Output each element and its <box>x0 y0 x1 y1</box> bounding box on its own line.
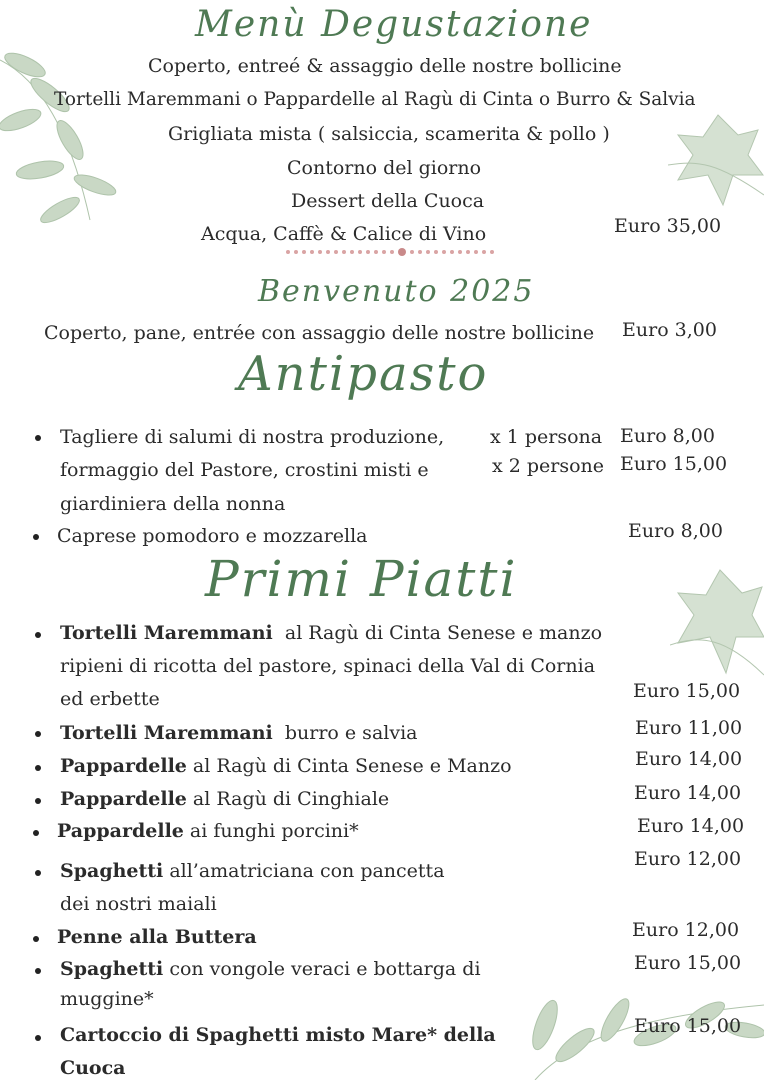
antipasto-title: Antipasto <box>238 346 489 402</box>
degustazione-line-6: Acqua, Caffè & Calice di Vino <box>201 223 487 245</box>
degustazione-title: Menù Degustazione <box>195 4 593 45</box>
primi-item-1-extra-2: ed erbette <box>60 688 160 710</box>
primi-item-4-name: Pappardelle <box>60 788 187 810</box>
primi-item-7 <box>57 926 257 948</box>
degustazione-price: Euro 35,00 <box>614 215 722 237</box>
antipasto-tagliere-price-1: Euro 8,00 <box>620 425 715 447</box>
bullet-icon <box>35 798 41 804</box>
antipasto-tagliere-portion-1: x 1 persona <box>490 426 603 448</box>
benvenuto-price: Euro 3,00 <box>622 319 717 341</box>
antipasto-tagliere-line-3: giardiniera della nonna <box>60 493 286 515</box>
primi-item-5-desc: ai funghi porcini* <box>183 820 359 842</box>
primi-item-9 <box>60 1024 496 1046</box>
dotted-divider <box>286 248 494 256</box>
degustazione-line-1: Coperto, entreé & assaggio delle nostre bollicine <box>148 55 622 77</box>
primi-item-8-desc: con vongole veraci e bottarga di <box>163 958 481 980</box>
primi-item-6-name: Spaghetti <box>60 860 164 882</box>
antipasto-caprese: Caprese pomodoro e mozzarella <box>57 525 368 547</box>
primi-item-7-price: Euro 12,00 <box>632 919 740 941</box>
primi-item-3-desc: al Ragù di Cinta Senese e Manzo <box>186 755 512 777</box>
primi-item-6-desc: all’amatriciana con pancetta <box>163 860 445 882</box>
primi-item-3-price: Euro 14,00 <box>635 748 743 770</box>
primi-item-1-desc: al Ragù di Cinta Senese e manzo <box>272 622 603 644</box>
bullet-icon <box>35 968 41 974</box>
primi-item-1 <box>60 622 602 644</box>
bullet-icon <box>33 534 39 540</box>
bullet-icon <box>35 870 41 876</box>
bullet-icon <box>35 731 41 737</box>
primi-item-8 <box>60 958 481 980</box>
primi-item-8-name: Spaghetti <box>60 958 164 980</box>
olive-branch-top-left-icon <box>0 20 130 230</box>
bullet-icon <box>35 435 41 441</box>
primi-item-4-price: Euro 14,00 <box>634 782 742 804</box>
antipasto-caprese-price: Euro 8,00 <box>628 520 723 542</box>
bullet-icon <box>33 936 39 942</box>
primi-item-6-price: Euro 12,00 <box>634 848 742 870</box>
primi-item-3 <box>60 755 512 777</box>
antipasto-tagliere-line-2: formaggio del Pastore, crostini misti e <box>60 459 429 481</box>
primi-item-6-extra-1: dei nostri maiali <box>60 893 217 915</box>
fig-leaves-top-right-icon <box>668 105 764 215</box>
primi-item-4-desc: al Ragù di Cinghiale <box>186 788 390 810</box>
degustazione-line-2: Tortelli Maremmani o Pappardelle al Ragù di Cinta o Burro & Salvia <box>54 89 696 110</box>
bullet-icon <box>35 765 41 771</box>
primi-item-9-name-cont: Cuoca <box>60 1057 126 1079</box>
primi-item-5 <box>57 820 359 842</box>
primi-item-1-name: Tortelli Maremmani <box>60 622 273 644</box>
benvenuto-title: Benvenuto 2025 <box>258 274 535 309</box>
primi-item-2-desc: burro e salvia <box>272 722 418 744</box>
primi-item-5-name: Pappardelle <box>57 820 184 842</box>
fig-leaves-mid-right-icon <box>670 565 764 685</box>
primi-item-9-name: Cartoccio di Spaghetti misto Mare* della <box>60 1024 496 1046</box>
primi-item-2-name: Tortelli Maremmani <box>60 722 273 744</box>
antipasto-tagliere-line-1: Tagliere di salumi di nostra produzione, <box>60 426 445 448</box>
degustazione-line-4: Contorno del giorno <box>287 157 482 179</box>
primi-item-9-price: Euro 15,00 <box>634 1015 742 1037</box>
bullet-icon <box>35 1035 41 1041</box>
bullet-icon <box>33 830 39 836</box>
primi-item-2 <box>60 722 417 744</box>
primi-item-6 <box>60 860 445 882</box>
primi-item-8-extra-1: muggine* <box>60 988 154 1010</box>
primi-item-4 <box>60 788 389 810</box>
primi-title: Primi Piatti <box>205 550 518 608</box>
antipasto-tagliere-price-2: Euro 15,00 <box>620 453 728 475</box>
primi-item-3-name: Pappardelle <box>60 755 187 777</box>
bullet-icon <box>35 632 41 638</box>
degustazione-line-3: Grigliata mista ( salsiccia, scamerita & pollo ) <box>168 123 610 145</box>
primi-item-9-extra-1 <box>60 1057 126 1079</box>
primi-item-7-name: Penne alla Buttera <box>57 926 257 948</box>
primi-item-5-price: Euro 14,00 <box>637 815 745 837</box>
primi-item-1-extra-1: ripieni di ricotta del pastore, spinaci della Val di Cornia <box>60 655 596 677</box>
benvenuto-line: Coperto, pane, entrée con assaggio delle nostre bollicine <box>44 322 595 344</box>
primi-item-1-price: Euro 15,00 <box>633 680 741 702</box>
degustazione-line-5: Dessert della Cuoca <box>291 190 485 212</box>
antipasto-tagliere-portion-2: x 2 persone <box>492 455 605 477</box>
primi-item-2-price: Euro 11,00 <box>635 717 743 739</box>
primi-item-8-price: Euro 15,00 <box>634 952 742 974</box>
